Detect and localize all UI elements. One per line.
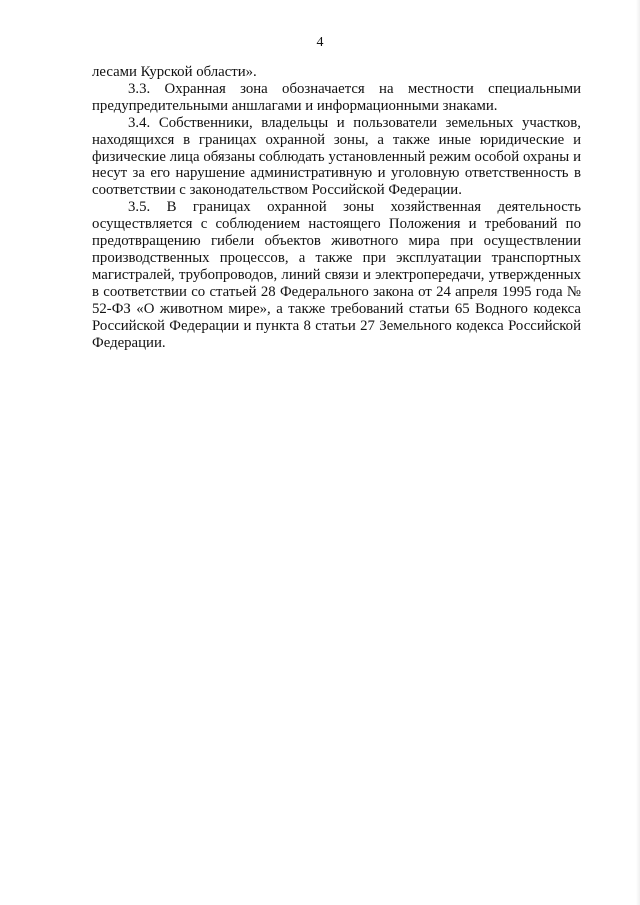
paragraph-3-5: 3.5. В границах охранной зоны хозяйственная деятельность осуществляется с соблюдением настоящего Положения и требований по предотвращению гибели объектов животного мира при осуществлении производственных процессов, а также при эксплуатации транспортных магистралей, трубопроводов, линий связи и электропередачи, утвержденных в соответствии со статьей 28 Федерального закона от 24 апреля 1995 года № 52-ФЗ «О животном мире», а также требований статьи 65 Водного кодекса Российской Федерации и пункта 8 статьи 27 Земельного кодекса Российской Федерации. xyxy=(92,199,581,351)
scan-edge xyxy=(636,0,640,905)
paragraph-continuation: лесами Курской области». xyxy=(92,64,257,80)
document-body xyxy=(92,64,581,351)
paragraph-3-3: 3.3. Охранная зона обозначается на местности специальными предупредительными аншлагами и информационными знаками. xyxy=(92,80,581,114)
paragraph-3-4: 3.4. Собственники, владельцы и пользователи земельных участков, находящихся в границах охранной зоны, а также иные юридические и физические лица обязаны соблюдать установленный режим особой охраны и несут за его нарушение административную и уголовную ответственность в соответствии с законодательством Российской Федерации. xyxy=(92,114,581,199)
page-number: 4 xyxy=(316,35,324,50)
